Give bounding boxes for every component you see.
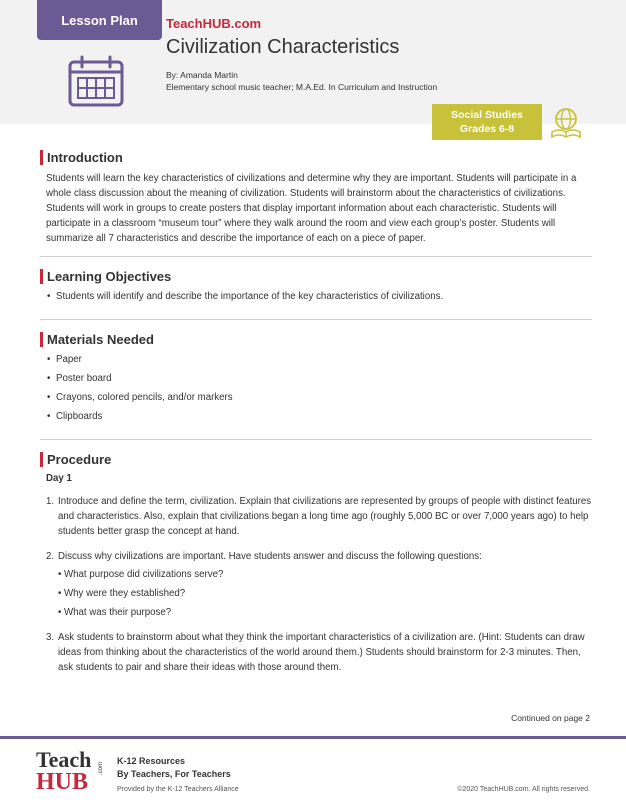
introduction-heading: Introduction bbox=[40, 150, 592, 165]
list-item: • Students will identify and describe the importance of the key characteristics of civilizations. bbox=[56, 290, 592, 303]
materials-section bbox=[40, 332, 592, 440]
step-number: 2. bbox=[46, 551, 55, 562]
footer-tagline bbox=[117, 755, 231, 781]
grade-label: Grades 6-8 bbox=[459, 123, 515, 135]
subject-label: Social Studies bbox=[451, 109, 523, 121]
procedure-section bbox=[40, 452, 592, 695]
step-number: 3. bbox=[46, 632, 55, 643]
list-item: • Crayons, colored pencils, and/or markers bbox=[56, 391, 592, 404]
day-label: Day 1 bbox=[46, 473, 72, 484]
introduction-text: Students will learn the key characteristics of civilizations and determine why they are important. Students will participate in a whole class discussion about the meaning of civilization. Students will brainstorm about the characteristics of civilizations. Students will work in groups to create posters that display important information about each characteristic. Students will participate in a classroom “museum tour” where they walk around the room and view each group’s poster. Students will summarize all 7 characteristics and describe the importance of each on a piece of paper. bbox=[46, 173, 577, 244]
globe-book-icon bbox=[548, 104, 584, 140]
materials-heading: Materials Needed bbox=[40, 332, 592, 347]
page-title: Civilization Characteristics bbox=[166, 36, 400, 58]
footer-provided: Provided by the K-12 Teachers Alliance bbox=[117, 786, 239, 793]
list-item: • Why were they established? bbox=[64, 586, 592, 601]
step-number: 1. bbox=[46, 496, 55, 507]
teachhub-logo[interactable] bbox=[36, 749, 106, 801]
logo-teach-text: Teach bbox=[36, 747, 92, 772]
author-role: Elementary school music teacher; M.A.Ed. In Curriculum and Instruction bbox=[166, 82, 438, 92]
author-name: By: Amanda Martin bbox=[166, 70, 238, 80]
list-item: • Poster board bbox=[56, 372, 592, 385]
step-text: Introduce and define the term, civilization. Explain that civilizations are represented by groups of people with distinct features and characteristics. Also, explain that civilizations began a long time ago (roughly 5,000 BC or over 7,000 years ago) to help students better grasp the concept at hand. bbox=[58, 496, 592, 537]
objectives-section bbox=[40, 269, 592, 320]
continued-note: Continued on page 2 bbox=[511, 713, 590, 723]
footer-line-2: By Teachers, For Teachers bbox=[117, 769, 231, 779]
step-text: Discuss why civilizations are important. Have students answer and discuss the following questions: bbox=[58, 551, 482, 562]
footer-line-1: K-12 Resources bbox=[117, 756, 186, 766]
logo-hub-text: HUB bbox=[36, 769, 89, 795]
procedure-step bbox=[46, 494, 592, 539]
subject-badge bbox=[432, 104, 542, 140]
list-item: • What was their purpose? bbox=[64, 605, 592, 620]
procedure-step bbox=[46, 630, 592, 675]
brand-name[interactable]: TeachHUB.com bbox=[166, 16, 262, 31]
procedure-heading: Procedure bbox=[40, 452, 592, 467]
step-text: Ask students to brainstorm about what they think the important characteristics of a civilization are. (Hint: Students can draw ideas from thinking about the characteristics of the world around them.) Students should brainstorm for 2-3 minutes. Then, ask students to pair and share their ideas with those around them. bbox=[58, 632, 585, 673]
objectives-heading: Learning Objectives bbox=[40, 269, 592, 284]
objectives-list bbox=[40, 290, 592, 303]
introduction-section bbox=[40, 150, 592, 257]
copyright: ©2020 TeachHUB.com. All rights reserved. bbox=[457, 786, 590, 793]
materials-list bbox=[40, 353, 592, 423]
page-footer bbox=[0, 736, 626, 809]
byline bbox=[166, 69, 437, 93]
procedure-steps bbox=[40, 494, 592, 675]
list-item: • What purpose did civilizations serve? bbox=[64, 567, 592, 582]
discussion-questions bbox=[58, 567, 592, 620]
list-item: • Paper bbox=[56, 353, 592, 366]
procedure-step bbox=[46, 549, 592, 620]
lesson-content bbox=[40, 150, 592, 707]
calendar-icon bbox=[68, 55, 124, 107]
list-item: • Clipboards bbox=[56, 410, 592, 423]
logo-com-text: .com bbox=[98, 761, 104, 775]
lesson-plan-tab: Lesson Plan bbox=[37, 0, 162, 40]
